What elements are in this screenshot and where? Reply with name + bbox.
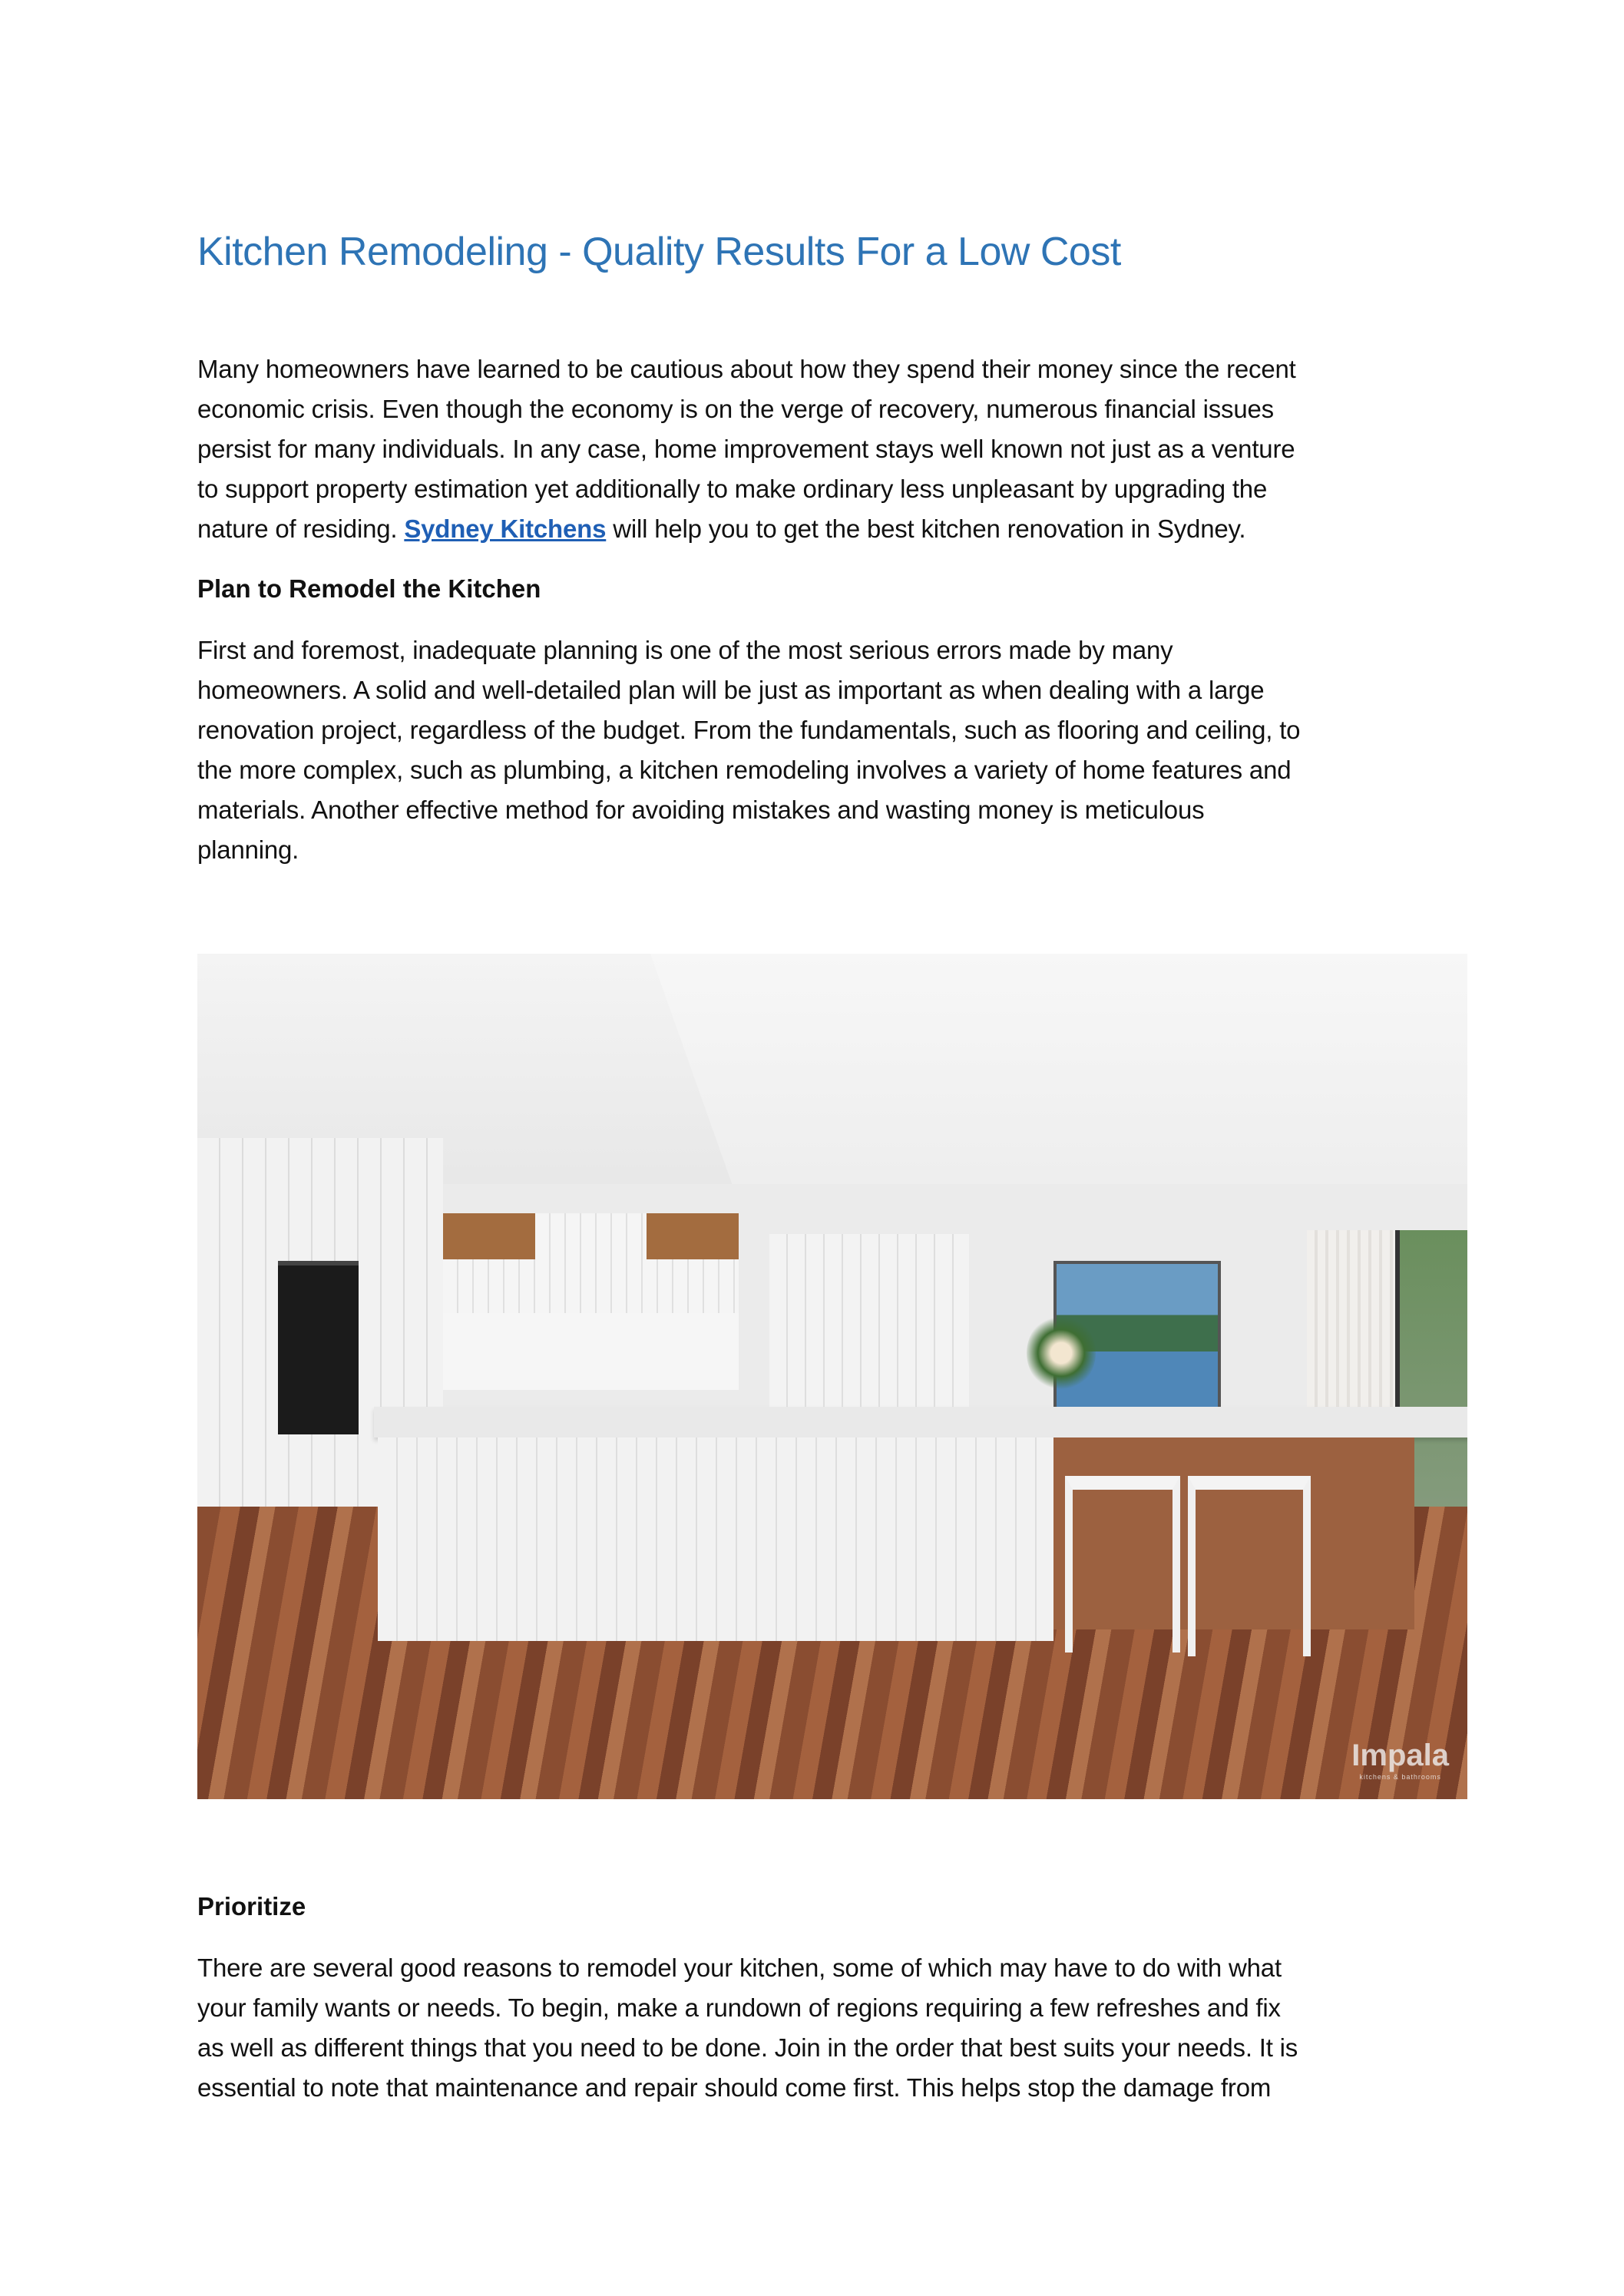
sydney-kitchens-link[interactable]: Sydney Kitchens (404, 514, 607, 543)
intro-paragraph (197, 349, 1296, 549)
oven (278, 1261, 359, 1434)
text-line: economic crisis. Even though the economy is on the verge of recovery, numerous financial issues (197, 395, 1274, 423)
text-line: planning. (197, 835, 299, 864)
stool (1065, 1476, 1180, 1653)
text-line: the more complex, such as plumbing, a kitchen remodeling involves a variety of home features and (197, 756, 1292, 784)
stool (1188, 1476, 1311, 1656)
text-line: homeowners. A solid and well-detailed plan will be just as important as when dealing with a large (197, 676, 1265, 704)
island-cabinets (378, 1437, 1053, 1641)
island-benchtop (374, 1407, 1467, 1437)
kitchen-photo (197, 954, 1467, 1799)
text-line: materials. Another effective method for avoiding mistakes and wasting money is meticulous (197, 796, 1205, 824)
section-heading-prioritize: Prioritize (197, 1892, 306, 1921)
flower-vase (1027, 1315, 1096, 1391)
logo-text: Impala (1351, 1739, 1449, 1772)
impala-logo (1351, 1740, 1449, 1781)
text-line (197, 509, 1296, 549)
text-line: Many homeowners have learned to be cautious about how they spend their money since the recent (197, 355, 1296, 383)
text-line: as well as different things that you need to be done. Join in the order that best suits your needs. It is (197, 2033, 1298, 2062)
text-line: There are several good reasons to remodel your kitchen, some of which may have to do with what (197, 1954, 1282, 1982)
plan-paragraph (197, 630, 1300, 870)
backsplash (443, 1313, 739, 1390)
page-title: Kitchen Remodeling - Quality Results For a Low Cost (197, 230, 1121, 274)
text-span: will help you to get the best kitchen renovation in Sydney. (606, 514, 1246, 543)
text-line: essential to note that maintenance and repair should come first. This helps stop the damage from (197, 2073, 1272, 2102)
text-line: First and foremost, inadequate planning is one of the most serious errors made by many (197, 636, 1173, 664)
text-span: nature of residing. (197, 514, 405, 543)
text-line: renovation project, regardless of the budget. From the fundamentals, such as flooring and ceiling, to (197, 716, 1301, 744)
text-line: persist for many individuals. In any case, home improvement stays well known not just as a venture (197, 435, 1295, 463)
prioritize-paragraph (197, 1948, 1298, 2108)
logo-subtext: kitchens & bathrooms (1359, 1773, 1441, 1781)
open-shelf (443, 1213, 535, 1259)
text-line: to support property estimation yet additionally to make ordinary less unpleasant by upgrading the (197, 475, 1268, 503)
text-line: your family wants or needs. To begin, make a rundown of regions requiring a few refreshes and fix (197, 1993, 1281, 2022)
section-heading-plan: Plan to Remodel the Kitchen (197, 574, 541, 603)
open-shelf (647, 1213, 739, 1259)
